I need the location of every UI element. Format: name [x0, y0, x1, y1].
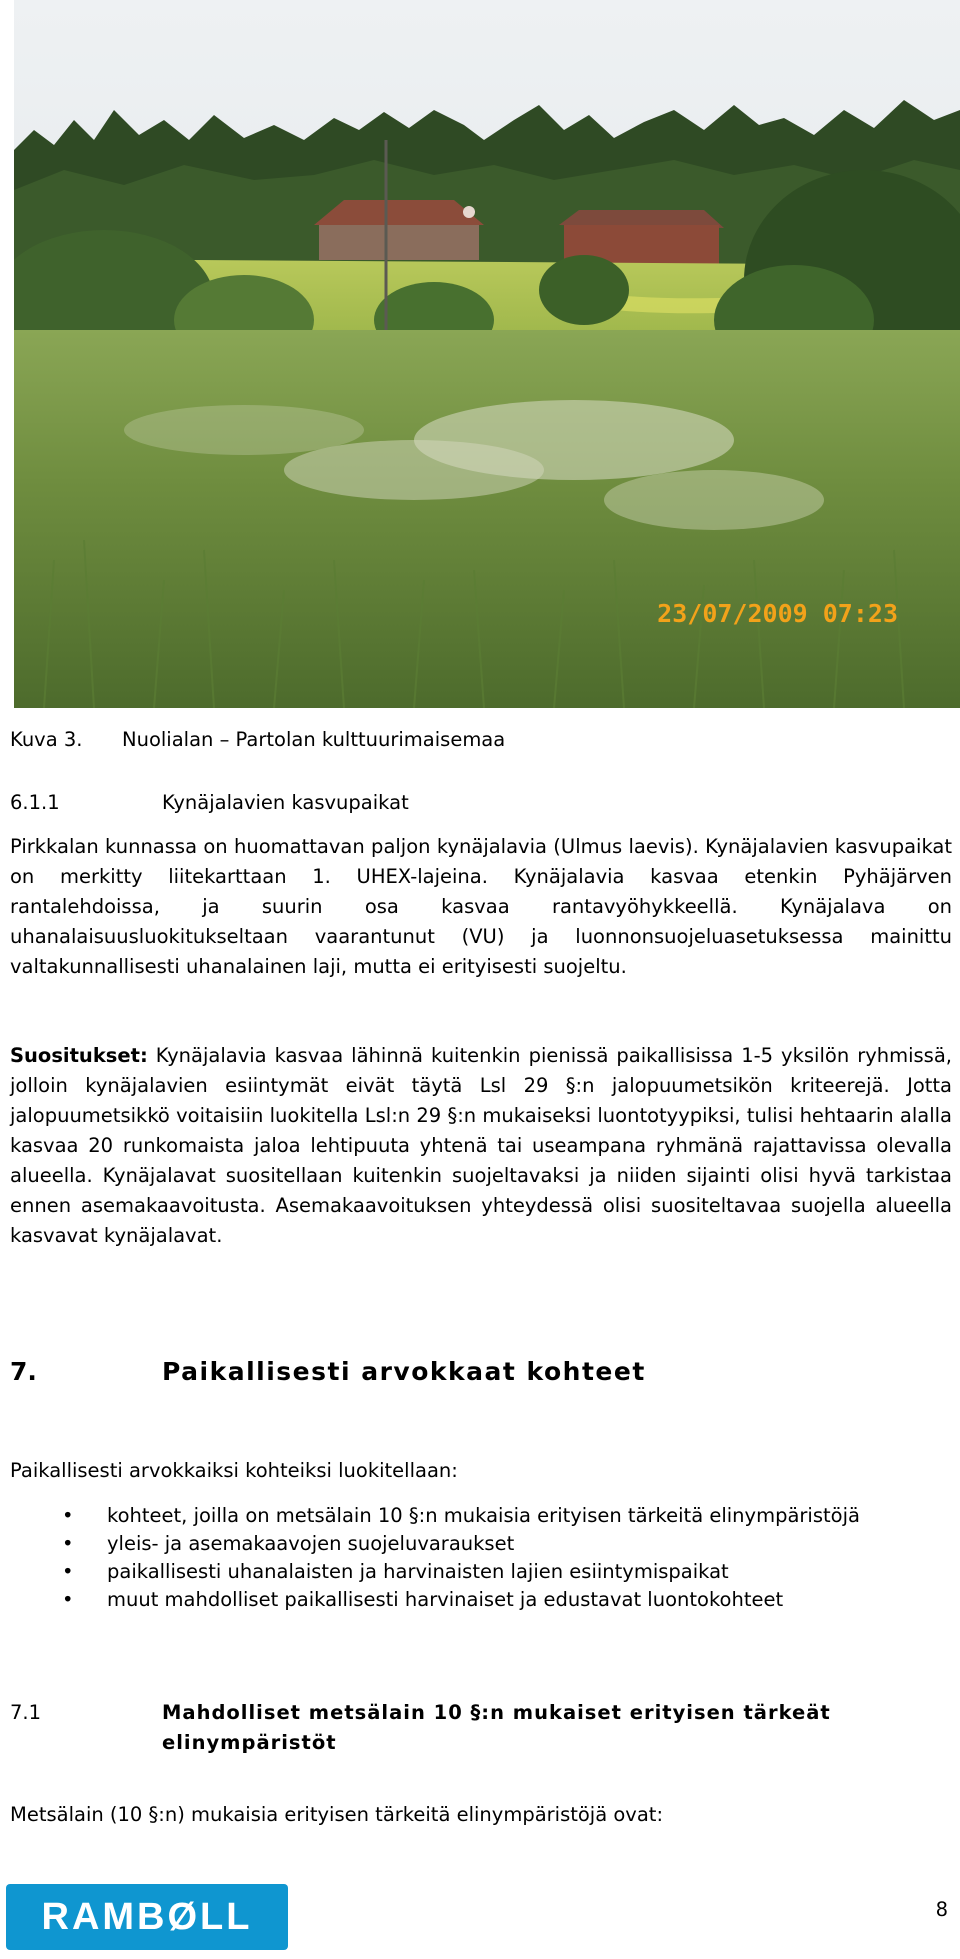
caption-text: Nuolialan – Partolan kulttuurimaisemaa — [122, 728, 506, 751]
ramboll-logo — [6, 1884, 288, 1950]
paragraph-elms: Pirkkalan kunnassa on huomattavan paljon kynäjalavia (Ulmus laevis). Kynäjalavien kasvupaikat on merkitty liitekarttaan 1. UHEX-lajeina. Kynäjalavia kasvaa etenkin Pyhäjärven rantalehdoissa, ja suurin osa kasvaa rantavyöhykkeellä. Kynäjalava on uhanalaisuusluokitukseltaan vaarantunut (VU) ja luonnonsuojeluasetuksessa mainittu valtakunnallisesti uhanalainen laji, mutta ei erityisesti suojeltu. — [10, 835, 952, 978]
list-item: • yleis- ja asemakaavojen suojeluvaraukset — [10, 1530, 952, 1558]
section-heading-71 — [10, 1698, 952, 1758]
paragraph-classification-intro: Paikallisesti arvokkaiksi kohteiksi luokitellaan: — [10, 1459, 458, 1482]
logo-text: RAMBØLL — [41, 1895, 253, 1938]
section-number: 7.1 — [10, 1701, 42, 1724]
section-title: Kynäjalavien kasvupaikat — [162, 791, 409, 814]
bullet-icon: • — [62, 1504, 74, 1527]
paragraph-recommendations — [10, 1041, 952, 1251]
photo-timestamp: 23/07/2009 07:23 — [657, 599, 898, 628]
caption-number: Kuva 3. — [10, 728, 83, 751]
list-item: • muut mahdolliset paikallisesti harvinaiset ja edustavat luontokohteet — [10, 1586, 952, 1614]
chapter-number: 7. — [10, 1357, 37, 1386]
section-heading-611 — [10, 788, 952, 818]
classification-list — [10, 1502, 952, 1614]
landscape-photo — [14, 0, 960, 708]
list-item: • paikallisesti uhanalaisten ja harvinaisten lajien esiintymispaikat — [10, 1558, 952, 1586]
figure-caption — [10, 725, 952, 755]
bullet-icon: • — [62, 1588, 74, 1611]
recommendations-text: Kynäjalavia kasvaa lähinnä kuitenkin pienissä paikallisissa 1-5 yksilön ryhmissä, jolloin kynäjalavien esiintymät eivät täytä Lsl 29 §:n jalopuumetsikön kriteerejä. Jotta jalopuumetsikkö voitaisiin luokitella Lsl:n 29 §:n mukaiseksi luontotyypiksi, tulisi hehtaarin alalla kasvaa 20 runkomaista jaloa lehtipuuta yhtenä tai useampana ryhmänä rajattavissa olevalla alueella. Kynäjalavat suositellaan kuitenkin suojeltavaksi ja niiden sijainti olisi hyvä tarkistaa ennen asemakaavoitusta. Asemakaavoituksen yhteydessä olisi suositeltavaa suojella alueella kasvavat kynäjalavat. — [10, 1044, 952, 1247]
paragraph-forest-act-intro: Metsälain (10 §:n) mukaisia erityisen tärkeitä elinympäristöjä ovat: — [10, 1803, 664, 1826]
recommendations-label: Suositukset: — [10, 1044, 148, 1067]
bullet-icon: • — [62, 1532, 74, 1555]
section-number: 6.1.1 — [10, 791, 60, 814]
chapter-title: Paikallisesti arvokkaat kohteet — [162, 1357, 646, 1386]
section-title: Mahdolliset metsälain 10 §:n mukaiset erityisen tärkeät elinympäristöt — [162, 1701, 831, 1754]
list-item: • kohteet, joilla on metsälain 10 §:n mukaisia erityisen tärkeitä elinympäristöjä — [10, 1502, 952, 1530]
page-number: 8 — [935, 1898, 948, 1921]
chapter-heading-7 — [10, 1357, 952, 1387]
bullet-icon: • — [62, 1560, 74, 1583]
